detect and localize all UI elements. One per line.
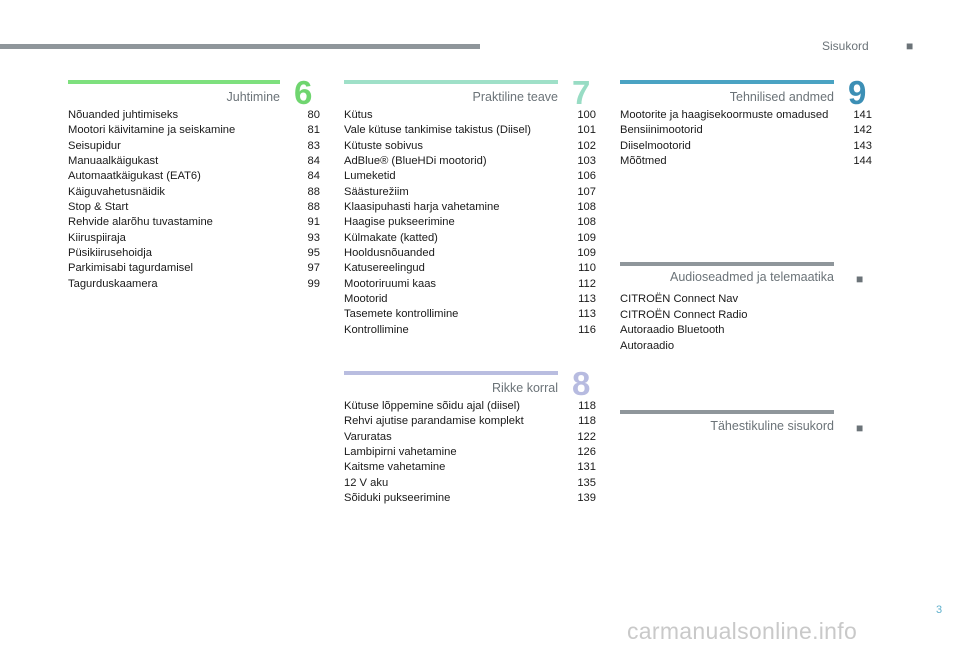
- toc-entry[interactable]: [344, 476, 596, 491]
- toc-entry-title: Varuratas: [344, 430, 392, 443]
- audio-entry[interactable]: CITROËN Connect Nav: [620, 293, 739, 305]
- toc-entry-title: Mootoriruumi kaas: [344, 277, 437, 290]
- toc-entry-page: 122: [577, 430, 596, 443]
- toc-entry[interactable]: [344, 215, 596, 230]
- toc-entry[interactable]: [68, 154, 320, 169]
- section-title: Tähestikuline sisukord: [710, 419, 834, 433]
- toc-entry[interactable]: [344, 414, 596, 429]
- toc-entry-title: Külmakate (katted): [344, 231, 438, 244]
- toc-entry-page: 118: [578, 415, 596, 428]
- toc-entry-title: Parkimisabi tagurdamisel: [68, 262, 193, 275]
- section-number: 9: [848, 74, 867, 111]
- section-number: 7: [572, 74, 591, 111]
- toc-entry-page: 126: [577, 445, 596, 458]
- toc-entry-page: 113: [578, 292, 596, 305]
- toc-entry[interactable]: [68, 185, 320, 200]
- section-title: Audioseadmed ja telemaatika: [670, 270, 834, 284]
- audio-entry[interactable]: Autoraadio Bluetooth: [620, 324, 725, 336]
- toc-list: [344, 108, 596, 338]
- toc-entry[interactable]: [344, 292, 596, 307]
- toc-entry[interactable]: [68, 215, 320, 230]
- toc-entry-title: Vale kütuse tankimise takistus (Diisel): [344, 124, 531, 137]
- toc-entry-page: 80: [307, 109, 320, 121]
- toc-entry-page: 143: [853, 139, 872, 152]
- header-rule: [0, 44, 480, 49]
- toc-entry-title: Nõuanded juhtimiseks: [68, 109, 179, 121]
- toc-entry-title: Tagurduskaamera: [68, 277, 158, 290]
- toc-entry[interactable]: [68, 277, 320, 292]
- section-bar: [344, 371, 558, 375]
- toc-entry-title: Kaitsme vahetamine: [344, 461, 446, 474]
- toc-entry[interactable]: [344, 323, 596, 338]
- toc-entry[interactable]: [344, 460, 596, 475]
- toc-entry-title: 12 V aku: [344, 476, 389, 489]
- toc-list: [620, 108, 872, 169]
- toc-entry-title: Seisupidur: [68, 139, 121, 152]
- section-bar: [344, 80, 558, 84]
- toc-entry[interactable]: [344, 231, 596, 246]
- toc-entry[interactable]: [68, 108, 320, 123]
- toc-entry-title: Stop & Start: [68, 200, 129, 213]
- toc-entry[interactable]: [344, 307, 596, 322]
- audio-entry[interactable]: CITROËN Connect Radio: [620, 308, 748, 321]
- toc-entry[interactable]: [620, 108, 872, 123]
- section-bullet: ■: [856, 421, 864, 435]
- toc-entry[interactable]: [344, 108, 596, 123]
- section-title: Rikke korral: [492, 381, 558, 395]
- section-bar: [620, 262, 834, 266]
- toc-entry[interactable]: [620, 123, 872, 138]
- toc-entry[interactable]: [68, 169, 320, 184]
- toc-entry-page: 141: [853, 109, 872, 121]
- toc-entry-page: 95: [307, 246, 320, 259]
- toc-entry-page: 108: [577, 200, 596, 213]
- toc-entry-title: Säästurežiim: [344, 185, 409, 198]
- toc-entry[interactable]: [344, 200, 596, 215]
- toc-entry-title: Lumeketid: [344, 170, 396, 183]
- section-bar: [68, 80, 280, 84]
- toc-entry-page: 88: [307, 185, 320, 198]
- toc-entry-title: Katusereelingud: [344, 262, 425, 275]
- toc-entry-title: Mootori käivitamine ja seiskamine: [68, 124, 236, 137]
- toc-entry-page: 142: [853, 124, 872, 137]
- toc-entry-page: 84: [307, 154, 320, 167]
- toc-entry-page: 81: [307, 124, 320, 137]
- audio-list: [620, 292, 747, 354]
- toc-entry-page: 103: [577, 154, 596, 167]
- toc-entry-page: 91: [307, 216, 320, 229]
- toc-entry-title: Automaatkäigukast (EAT6): [68, 170, 201, 183]
- toc-entry-title: Kontrollimine: [344, 323, 409, 336]
- toc-entry-page: 99: [307, 277, 320, 290]
- toc-entry-page: 108: [577, 216, 596, 229]
- toc-entry[interactable]: [68, 231, 320, 246]
- toc-entry[interactable]: [68, 200, 320, 215]
- toc-entry[interactable]: [344, 445, 596, 460]
- toc-entry[interactable]: [344, 139, 596, 154]
- toc-list: [68, 108, 320, 292]
- toc-entry-page: 97: [307, 262, 320, 275]
- toc-entry-page: 110: [578, 262, 596, 275]
- toc-entry-page: 139: [577, 491, 596, 504]
- toc-entry-title: Hooldusnõuanded: [344, 246, 435, 259]
- toc-entry-page: 102: [577, 139, 596, 152]
- toc-entry-page: 109: [577, 231, 596, 244]
- toc-entry-page: 83: [307, 139, 320, 152]
- page-number: 3: [936, 604, 943, 616]
- toc-entry-title: Sõiduki pukseerimine: [344, 491, 451, 504]
- toc-entry-page: 84: [307, 170, 320, 183]
- toc-entry-page: 131: [577, 461, 596, 474]
- toc-entry[interactable]: [620, 154, 872, 169]
- toc-entry-title: Klaasipuhasti harja vahetamine: [344, 200, 500, 213]
- toc-entry-page: 100: [577, 109, 596, 121]
- section-title: Juhtimine: [226, 90, 280, 104]
- toc-entry[interactable]: [68, 139, 320, 154]
- toc-entry-page: 112: [578, 277, 596, 290]
- toc-entry-title: Manuaalkäigukast: [68, 154, 159, 167]
- toc-entry-title: Käiguvahetusnäidik: [68, 185, 166, 198]
- toc-entry-page: 106: [577, 170, 596, 183]
- toc-entry-title: Püsikiirusehoidja: [68, 246, 152, 259]
- toc-entry-title: Tasemete kontrollimine: [344, 308, 459, 321]
- toc-entry[interactable]: [68, 123, 320, 138]
- toc-entry[interactable]: [344, 169, 596, 184]
- toc-entry-title: Rehvide alarõhu tuvastamine: [68, 216, 213, 229]
- toc-entry-title: Haagise pukseerimine: [344, 216, 455, 229]
- watermark: carmanualsonline.info: [627, 618, 858, 644]
- toc-entry-title: Kütuse lõppemine sõidu ajal (diisel): [344, 400, 520, 412]
- header-bullet: ■: [906, 39, 914, 53]
- section-title: Tehnilised andmed: [729, 90, 834, 104]
- toc-entry-title: Kiiruspiiraja: [68, 231, 126, 244]
- toc-entry[interactable]: [344, 246, 596, 261]
- toc-entry-title: Mõõtmed: [620, 154, 667, 167]
- toc-entry[interactable]: [68, 246, 320, 261]
- toc-entry-page: 135: [577, 476, 596, 489]
- section-bar: [620, 410, 834, 414]
- toc-entry[interactable]: [344, 430, 596, 445]
- toc-entry-title: Bensiinimootorid: [620, 124, 703, 137]
- toc-entry[interactable]: [68, 261, 320, 276]
- toc-entry-page: 113: [578, 308, 596, 321]
- toc-entry[interactable]: [620, 139, 872, 154]
- toc-entry-title: Mootorid: [344, 292, 388, 305]
- toc-entry[interactable]: [344, 277, 596, 292]
- toc-entry-title: Mootorite ja haagisekoormuste omadused: [620, 109, 829, 121]
- toc-entry[interactable]: [344, 154, 596, 169]
- toc-entry-title: Kütus: [344, 109, 373, 121]
- audio-entry[interactable]: Autoraadio: [620, 339, 675, 352]
- toc-entry-title: Rehvi ajutise parandamise komplekt: [344, 415, 524, 428]
- section-number: 6: [294, 74, 313, 111]
- section-number: 8: [572, 365, 591, 402]
- section-bar: [620, 80, 834, 84]
- toc-entry[interactable]: [344, 123, 596, 138]
- header-label: Sisukord: [822, 39, 869, 53]
- toc-list: [344, 399, 596, 506]
- toc-entry-page: 93: [307, 231, 320, 244]
- toc-entry[interactable]: [344, 491, 596, 506]
- toc-entry-page: 88: [307, 200, 320, 213]
- toc-entry-title: AdBlue® (BlueHDi mootorid): [344, 154, 487, 167]
- toc-entry-page: 109: [577, 246, 596, 259]
- toc-entry-page: 118: [578, 400, 596, 412]
- toc-entry[interactable]: [344, 399, 596, 414]
- toc-entry[interactable]: [344, 261, 596, 276]
- toc-entry[interactable]: [344, 185, 596, 200]
- toc-entry-title: Kütuste sobivus: [344, 139, 423, 152]
- toc-entry-page: 107: [577, 185, 596, 198]
- toc-entry-title: Diiselmootorid: [620, 139, 691, 152]
- toc-entry-title: Lambipirni vahetamine: [344, 445, 457, 458]
- section-bullet: ■: [856, 272, 864, 286]
- toc-entry-page: 116: [578, 323, 596, 336]
- section-title: Praktiline teave: [472, 90, 558, 104]
- toc-entry-page: 144: [853, 154, 872, 167]
- toc-entry-page: 101: [577, 124, 596, 137]
